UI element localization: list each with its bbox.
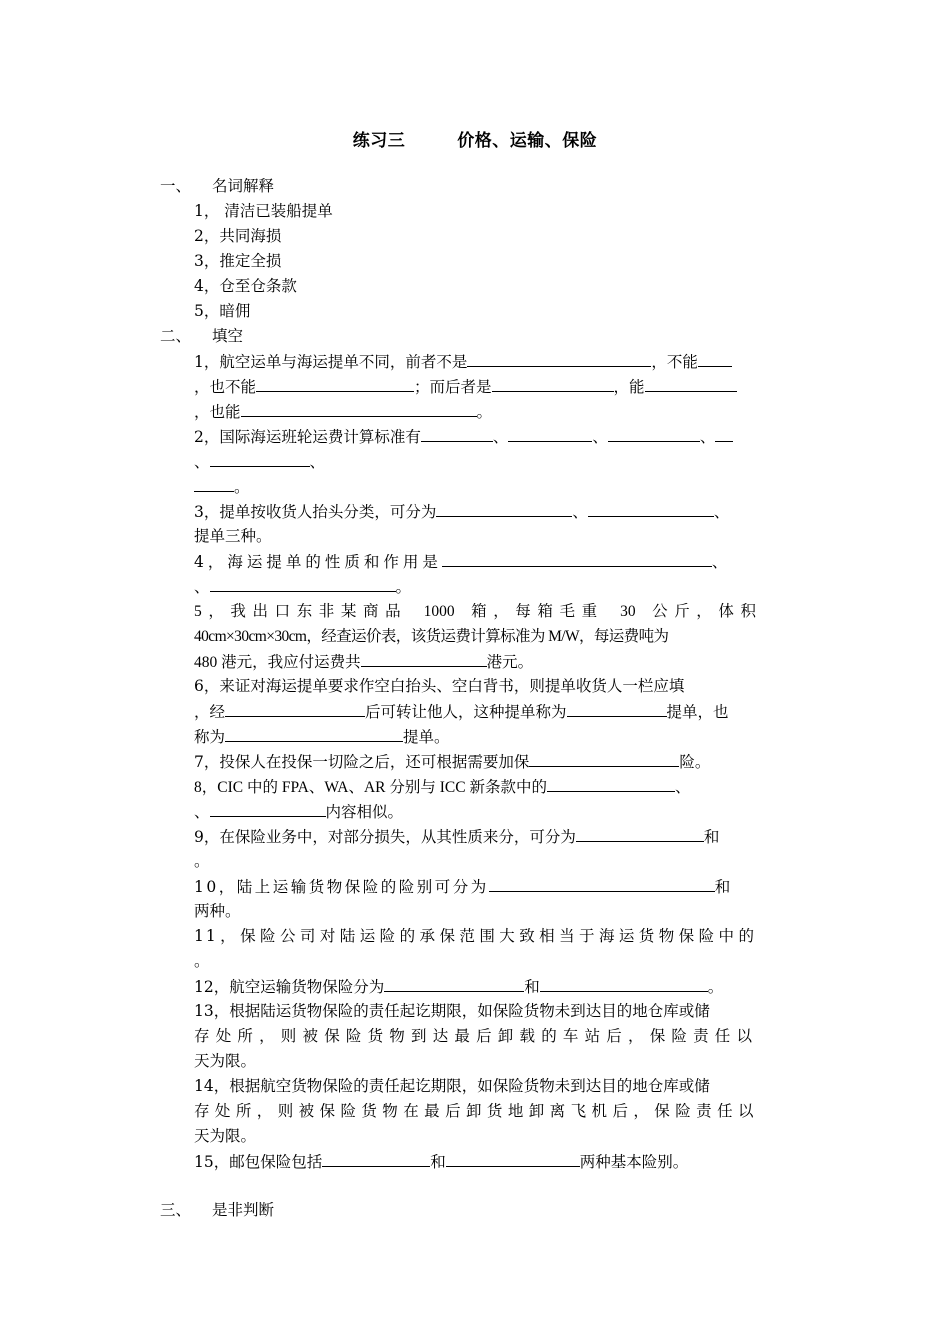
- question-text: 9，在保险业务中，对部分损失，从其性质来分，可分为: [194, 828, 576, 846]
- question-text: 11，保险公司对陆运险的承保范围大致相当于海运货物保险中的: [194, 927, 756, 945]
- question-text: 内容相似。: [325, 804, 404, 821]
- blank-underline: [442, 549, 712, 567]
- list-item: 4，仓至仓条款: [194, 277, 297, 295]
- fill-question-3: [194, 499, 756, 549]
- question-text: 。: [194, 952, 210, 970]
- text-line: [194, 549, 756, 574]
- blank-underline: [529, 749, 679, 767]
- question-text: 、: [492, 428, 509, 446]
- text-line: [194, 499, 756, 524]
- question-text: 13，根据陆运货物保险的责任起讫期限，如保险货物未到达目的地仓库或储: [194, 1002, 710, 1020]
- fill-question-12: [194, 974, 756, 999]
- question-text: 和: [714, 878, 733, 896]
- question-text: 4，海运提单的性质和作用是: [194, 553, 442, 571]
- question-text: 和: [524, 978, 540, 996]
- section-heading: 一、 名词解释: [160, 177, 275, 195]
- question-text: 6，来证对海运提单要求作空白抬头、空白背书，则提单收货人一栏应填: [194, 677, 685, 695]
- blank-underline: [322, 1149, 430, 1167]
- blank-underline: [361, 649, 487, 667]
- text-line: [194, 449, 756, 474]
- question-text: 。: [395, 578, 412, 596]
- blank-underline: [256, 374, 414, 392]
- section-heading: 三、 是非判断: [160, 1201, 275, 1219]
- question-text: ，也不能: [194, 378, 257, 396]
- question-text: 。: [194, 852, 210, 870]
- question-text: 存处所，则被保险货物在最后卸货地卸离飞机后，保险责任以: [194, 1102, 756, 1120]
- question-text: 7，投保人在投保一切险之后，还可根据需要加保: [194, 753, 530, 771]
- list-item: 5，暗佣: [194, 302, 251, 320]
- text-line: [194, 799, 756, 824]
- question-text: 天为限。: [194, 1052, 257, 1070]
- question-text: 12，航空运输货物保险分为: [194, 978, 385, 996]
- question-text: 和: [703, 828, 720, 846]
- question-text: 、: [194, 578, 210, 596]
- blank-underline: [241, 399, 477, 417]
- fill-question-6: [194, 674, 756, 749]
- question-text: 天为限。: [194, 1127, 257, 1145]
- text-line: [194, 699, 756, 724]
- blank-underline: [489, 874, 715, 892]
- question-text: 、: [194, 804, 210, 821]
- blank-underline: [645, 374, 737, 392]
- blank-underline: [194, 474, 234, 492]
- question-text: ；而后者是: [414, 378, 492, 396]
- question-text: 两种基本险别。: [579, 1153, 689, 1171]
- question-text: 2，国际海运班轮运费计算标准有: [194, 428, 421, 446]
- question-text: 险。: [679, 753, 711, 771]
- question-text: 存处所，则被保险货物到达最后卸载的车站后，保险责任以: [194, 1027, 756, 1045]
- question-text: 、: [309, 453, 326, 471]
- fill-question-7: [194, 749, 756, 774]
- blank-underline: [540, 974, 708, 992]
- blank-underline: [210, 449, 310, 467]
- question-text: 5，我出口东非某商品 1000 箱，每箱毛重 30 公斤，体积: [194, 603, 756, 620]
- fill-question-4: [194, 549, 756, 599]
- question-text: 、: [674, 779, 691, 796]
- question-text: 提单，也: [666, 703, 729, 721]
- blank-underline: [608, 424, 700, 442]
- question-text: 、: [194, 453, 210, 471]
- question-text: 。: [234, 478, 250, 496]
- blank-underline: [436, 499, 572, 517]
- blank-underline: [567, 699, 667, 717]
- question-text: 港元。: [486, 654, 534, 671]
- question-text: 8，CIC 中的 FPA、WA、AR 分别与 ICC 新条款中的: [194, 779, 547, 796]
- text-line: [194, 774, 756, 799]
- section-heading: 二、 填空: [160, 327, 244, 345]
- question-text: 40cm×30cm×30cm，经查运价表，该货运费计算标准为 M/W，每运费吨为: [194, 628, 669, 645]
- text-line: [194, 724, 756, 749]
- text-line: [194, 1149, 756, 1174]
- fill-question-2: [194, 424, 756, 499]
- fill-question-1: [194, 349, 756, 424]
- fill-question-15: [194, 1149, 756, 1174]
- fill-question-10: [194, 874, 756, 924]
- question-text: 两种。: [194, 902, 241, 920]
- question-text: 10，陆上运输货物保险的险别可分为: [194, 878, 489, 896]
- question-text: 、: [713, 503, 730, 521]
- question-text: 480 港元，我应付运费共: [194, 654, 361, 671]
- blank-underline: [576, 824, 704, 842]
- title-left: 练习三: [352, 131, 406, 151]
- blank-underline: [492, 374, 614, 392]
- question-text: 。: [707, 978, 724, 996]
- fill-question-14: [194, 1074, 756, 1149]
- page-title: [0, 126, 950, 151]
- question-text: ，能: [613, 378, 645, 396]
- text-line: [194, 574, 756, 599]
- text-line: [194, 824, 756, 849]
- blank-underline: [588, 499, 714, 517]
- question-text: 3，提单按收货人抬头分类，可分为: [194, 503, 437, 521]
- blank-underline: [467, 349, 651, 367]
- text-line: [194, 399, 756, 424]
- question-text: 15，邮包保险包括: [194, 1153, 323, 1171]
- text-line: [194, 649, 756, 674]
- question-text: 。: [476, 403, 493, 421]
- blank-underline: [225, 699, 365, 717]
- text-line: [194, 874, 756, 899]
- question-text: 和: [430, 1153, 446, 1171]
- question-text: 、: [572, 503, 588, 521]
- title-right: 价格、运输、保险: [457, 131, 598, 151]
- question-text: 、: [592, 428, 608, 446]
- blank-underline: [210, 574, 396, 592]
- blank-underline: [210, 799, 326, 817]
- question-text: 、: [711, 553, 732, 571]
- text-line: [194, 374, 756, 399]
- text-line: [194, 349, 756, 374]
- text-line: [194, 749, 756, 774]
- question-text: 1，航空运单与海运提单不同，前者不是: [194, 353, 468, 371]
- list-item: 3，推定全损: [194, 252, 282, 270]
- question-text: ，也能: [194, 403, 241, 421]
- fill-question-13: [194, 999, 756, 1074]
- blank-underline: [715, 424, 733, 442]
- fill-question-8: [194, 774, 756, 824]
- question-text: 、: [699, 428, 716, 446]
- blank-underline: [698, 349, 732, 367]
- list-item: 1， 清洁已装船提单: [194, 202, 333, 220]
- text-line: [194, 424, 756, 449]
- text-line: [194, 474, 756, 499]
- question-text: ，经: [194, 703, 226, 721]
- blank-underline: [384, 974, 524, 992]
- blank-underline: [225, 724, 403, 742]
- question-text: 提单。: [403, 728, 450, 746]
- question-text: 14，根据航空货物保险的责任起讫期限，如保险货物未到达目的地仓库或储: [194, 1077, 710, 1095]
- blank-underline: [421, 424, 493, 442]
- term-list: [194, 199, 756, 324]
- fill-question-5: [194, 599, 756, 674]
- question-text: 称为: [194, 728, 226, 746]
- question-text: 后可转让他人，这种提单称为: [365, 703, 567, 721]
- fill-question-11: [194, 924, 756, 974]
- text-line: [194, 974, 756, 999]
- blank-underline: [547, 774, 675, 792]
- question-text: 提单三种。: [194, 527, 272, 545]
- blank-underline: [508, 424, 592, 442]
- blank-underline: [446, 1149, 580, 1167]
- fill-question-9: [194, 824, 756, 874]
- list-item: 2，共同海损: [194, 227, 282, 245]
- question-text: ，不能: [651, 353, 698, 371]
